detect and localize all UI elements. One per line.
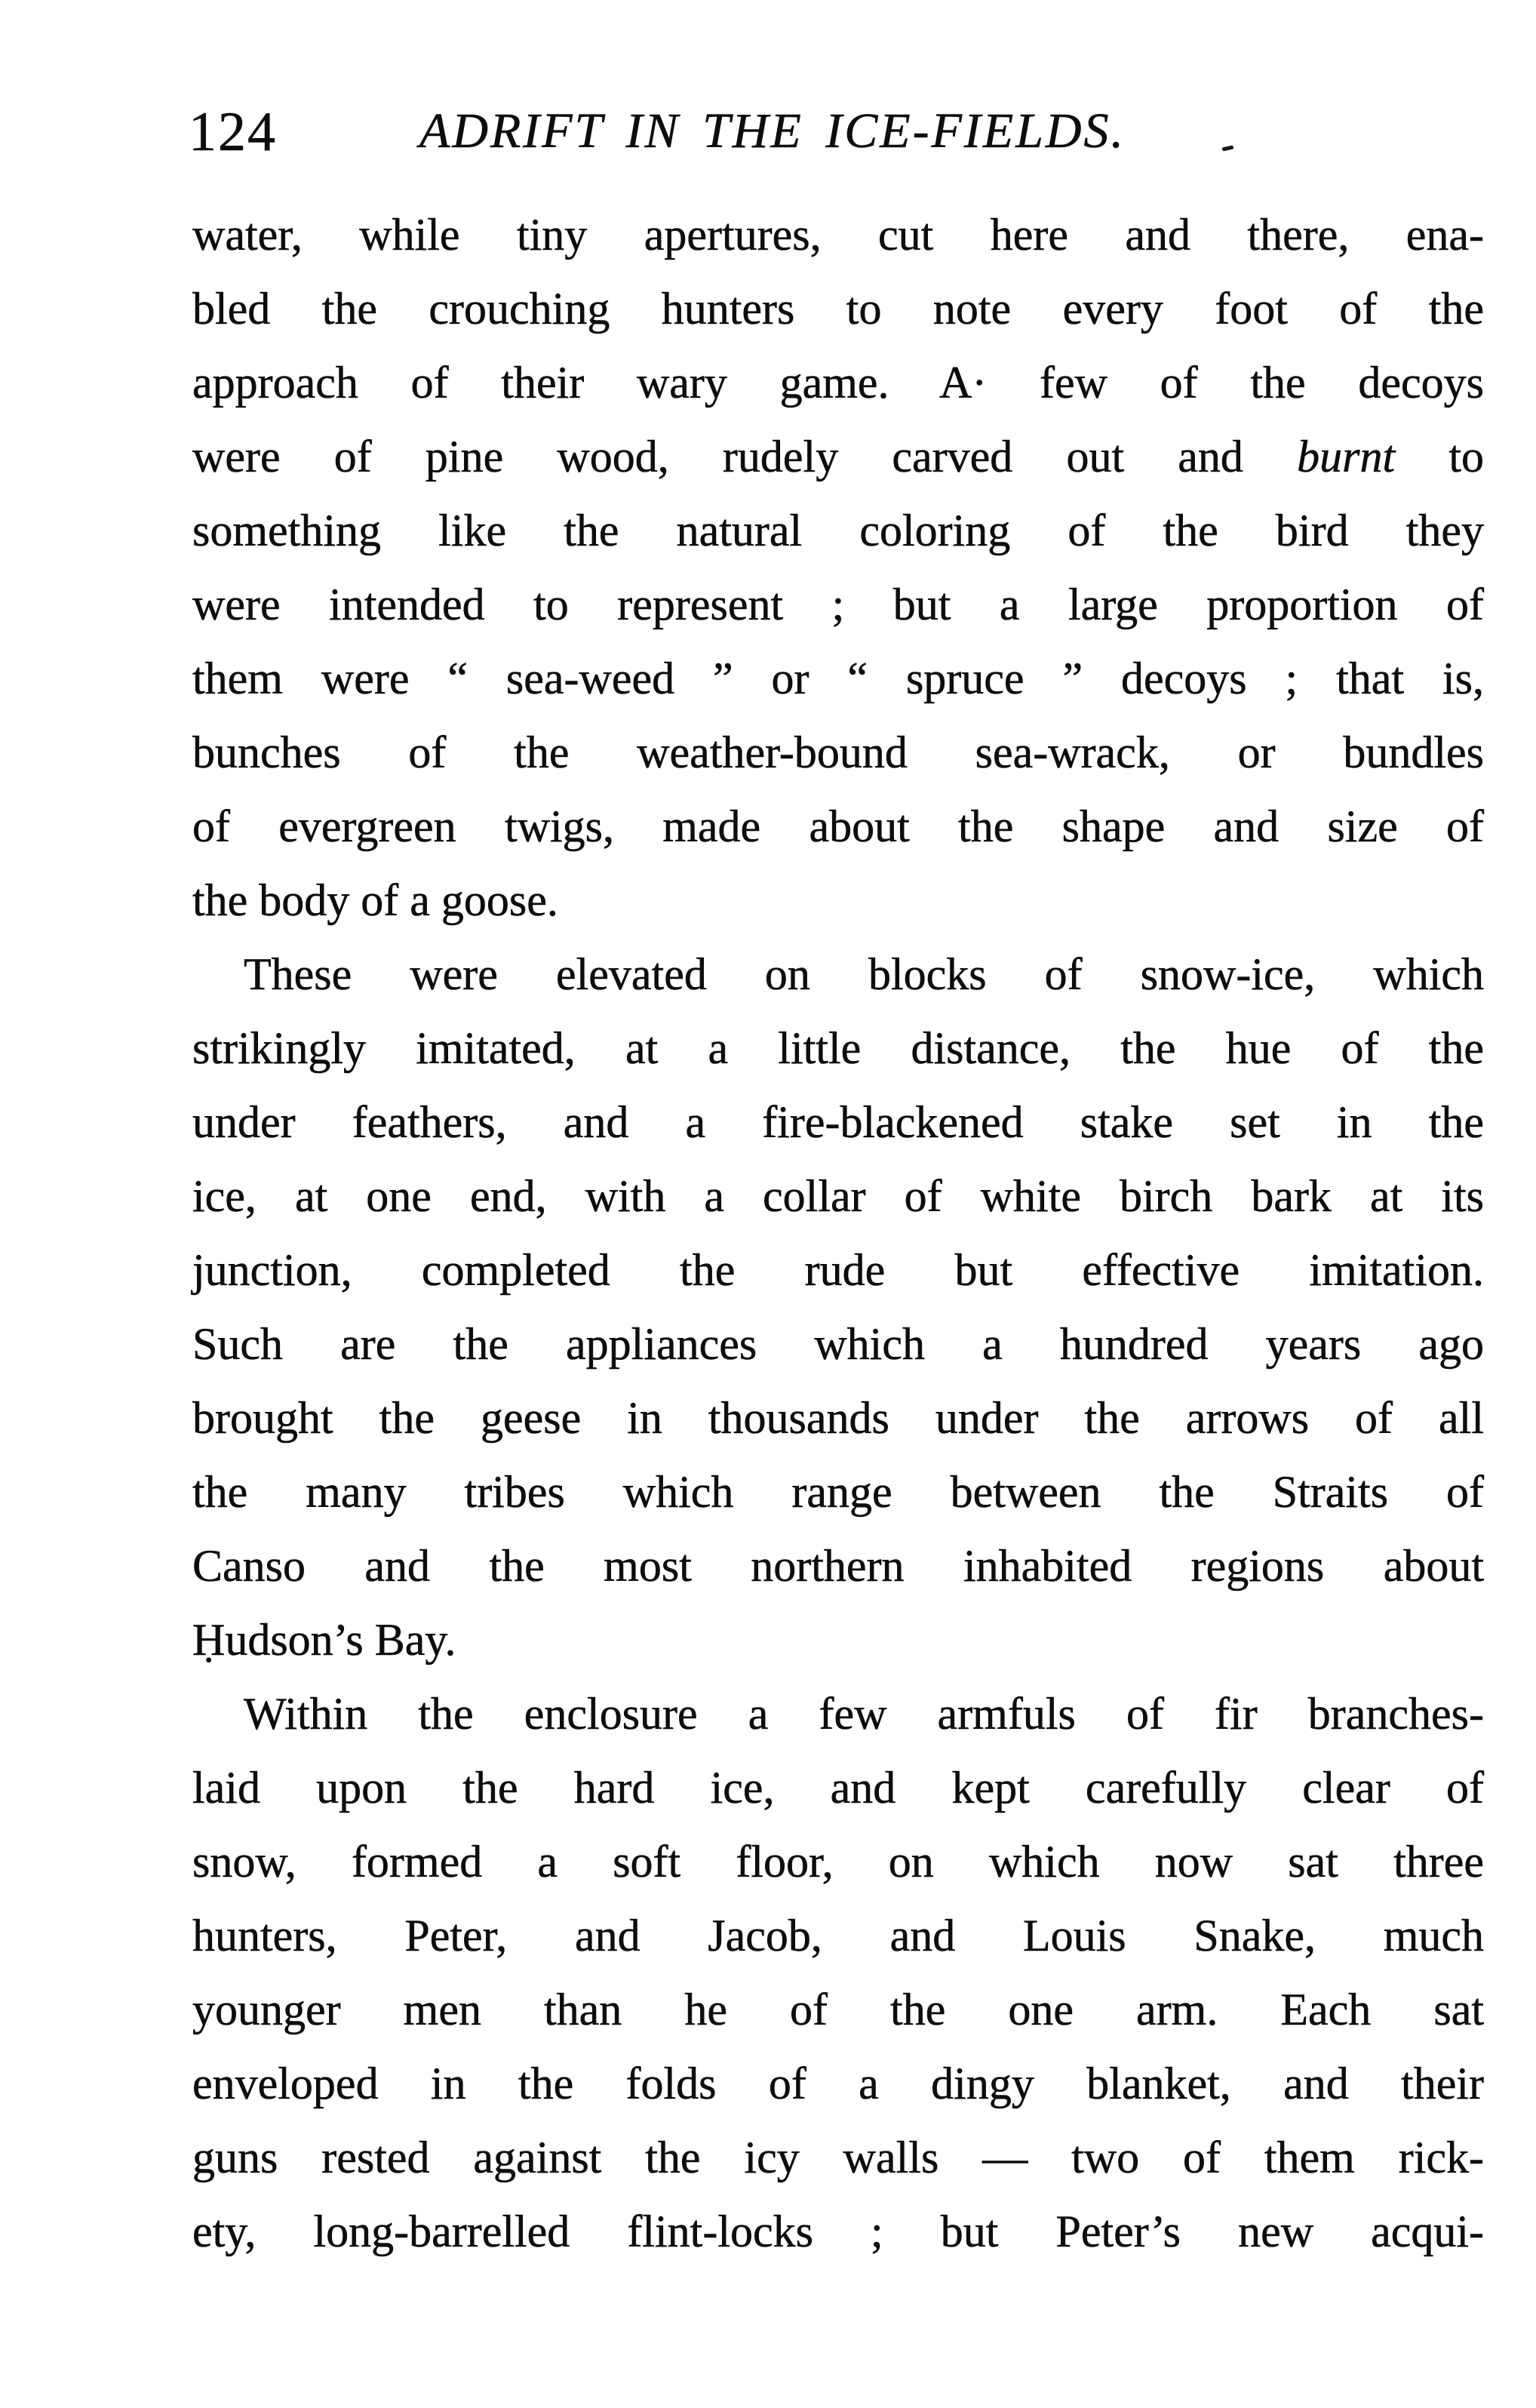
- text-line: Such are the appliances which a hundred years ago: [192, 1319, 1484, 1369]
- text-line: were of pine wood, rudely carved out and burnt to: [192, 432, 1485, 481]
- text-line: ice, at one end, with a collar of white birch bark at its: [192, 1171, 1484, 1221]
- text-line: guns rested against the icy walls — two of them rick-: [192, 2133, 1484, 2182]
- text-line: younger men than he of the one arm. Each sat: [192, 1985, 1484, 2034]
- text-line: under feathers, and a fire-blackened stake set in the: [192, 1097, 1484, 1147]
- text-line: strikingly imitated, at a little distance, the hue of the: [192, 1023, 1484, 1073]
- text-line: bled the crouching hunters to note every foot of the: [192, 284, 1484, 334]
- scan-artifact-dash: [1222, 145, 1234, 151]
- text-line: Within the enclosure a few armfuls of fir branches-: [244, 1689, 1484, 1739]
- text-line: junction, completed the rude but effective imitation.: [192, 1245, 1484, 1295]
- text-line: enveloped in the folds of a dingy blanket, and their: [192, 2059, 1484, 2108]
- body-text: [192, 198, 1484, 2268]
- text-line: These were elevated on blocks of snow-ice, which: [244, 949, 1484, 999]
- text-line: the body of a goose.: [192, 875, 558, 925]
- text-line: snow, formed a soft floor, on which now sat three: [192, 1837, 1484, 1887]
- text-line: bunches of the weather-bound sea-wrack, or bundles: [192, 727, 1484, 777]
- text-line: approach of their wary game. A· few of the decoys: [192, 358, 1484, 407]
- text-line: the many tribes which range between the Straits of: [192, 1467, 1484, 1517]
- running-title: ADRIFT IN THE ICE-FIELDS.: [419, 103, 1126, 158]
- text-line: laid upon the hard ice, and kept carefully clear of: [192, 1763, 1484, 1813]
- text-line: ety, long-barrelled flint-locks ; but Peter’s new acqui-: [192, 2207, 1484, 2256]
- text-line: water, while tiny apertures, cut here and there, ena-: [192, 210, 1484, 260]
- page-number: 124: [189, 101, 277, 163]
- text-line: brought the geese in thousands under the arrows of all: [192, 1393, 1484, 1443]
- text-line: Ḥudson’s Bay.: [192, 1615, 456, 1665]
- text-line: them were “ sea-weed ” or “ spruce ” decoys ; that is,: [192, 654, 1484, 703]
- text-line: were intended to represent ; but a large proportion of: [192, 580, 1484, 629]
- text-line: Canso and the most northern inhabited regions about: [192, 1541, 1484, 1591]
- text-line: of evergreen twigs, made about the shape and size of: [192, 801, 1484, 851]
- text-line: something like the natural coloring of the bird they: [192, 506, 1484, 555]
- text-line: hunters, Peter, and Jacob, and Louis Snake, much: [192, 1911, 1484, 1961]
